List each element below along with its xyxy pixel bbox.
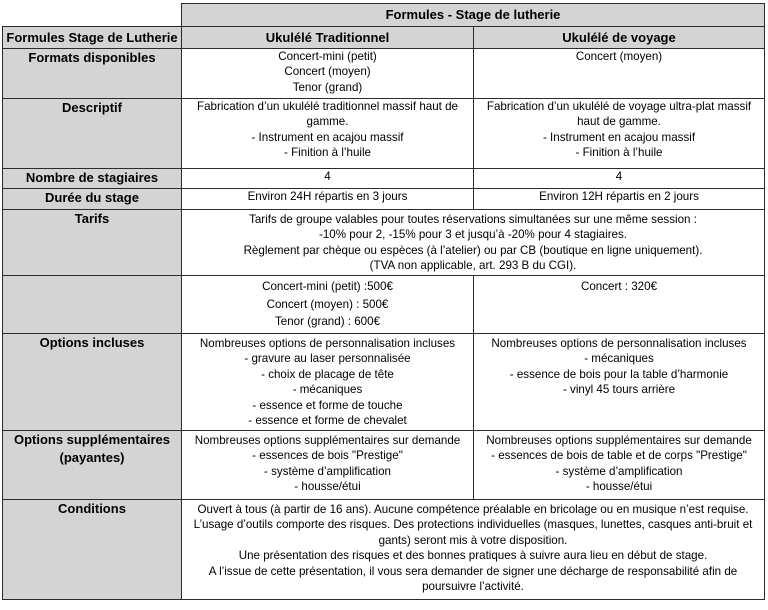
option-item: - essence et forme de chevalet [248,414,407,428]
row-label-prix-empty [3,276,182,334]
stagiaires-voyage: 4 [474,169,765,189]
option-item: - essences de bois "Prestige" [252,449,403,463]
option-item: Nombreuses options supplémentaires sur demande [194,434,461,447]
prix-item: Concert (moyen) : 500€ [266,297,389,311]
prix-voyage [474,276,765,334]
header-ukulele-traditionnel: Ukulélé Traditionnel [182,27,474,49]
conditions-text [182,500,765,600]
option-item: - housse/étui [294,480,361,494]
header-ukulele-voyage: Ukulélé de voyage [474,27,765,49]
format-item: Concert (moyen) [284,65,371,79]
prix-traditionnel [182,276,474,334]
conditions-line: A l’issue de cette présentation, il vous sera demander de signer une décharge de responsabilité afin de poursuivre l’activité. [208,564,738,594]
prix-item: Concert-mini (petit) :500€ [262,280,393,293]
option-item: - gravure au laser personnalisée [244,352,411,366]
duree-voyage: Environ 12H répartis en 2 jours [474,189,765,210]
descriptif-traditionnel [182,99,474,169]
option-item: - housse/étui [585,480,653,494]
conditions-line: Une présentation des risques et des bonnes pratiques à suivre aura lieu en début de stage. [238,549,708,563]
prix-item: Tenor (grand) : 600€ [274,315,381,328]
options-supplementaires-voyage [474,431,765,500]
row-label-stagiaires: Nombre de stagiaires [3,169,182,189]
table-title: Formules - Stage de lutherie [182,4,765,27]
option-item: - essence de bois pour la table d’harmonie [509,367,729,381]
row-label-options-supplementaires: Options supplémentaires (payantes) [3,431,182,500]
descriptif-item: - Finition à l’huile [575,146,663,160]
row-label-duree: Durée du stage [3,189,182,210]
option-item: - système d’amplification [264,464,391,478]
formats-voyage [474,49,765,99]
header-formules: Formules Stage de Lutherie [3,27,182,49]
descriptif-item: - Finition à l’huile [284,146,371,160]
format-item: Concert (moyen) [575,50,663,63]
row-label-options-incluses: Options incluses [3,334,182,431]
option-item: - mécaniques [584,352,654,366]
row-label-conditions: Conditions [3,500,182,600]
tarifs-text [182,210,765,276]
option-item: Nombreuses options de personnalisation incluses [199,337,456,350]
formats-traditionnel [182,49,474,99]
row-label-tarifs: Tarifs [3,210,182,276]
options-incluses-voyage [474,334,765,431]
prix-item: Concert : 320€ [580,280,658,293]
format-item: Concert-mini (petit) [278,50,377,63]
duree-traditionnel: Environ 24H répartis en 3 jours [182,189,474,210]
descriptif-item: - Instrument en acajou massif [542,130,696,144]
conditions-line: L’usage d’outils comporte des risques. Des protections individuelles (masques, lunettes, casques anti-bruit et gants) seront mis à votre disposition. [193,518,753,547]
option-item: - système d’amplification [555,464,683,478]
tarifs-line: Tarifs de groupe valables pour toutes réservations simultanées sur une même session : [249,213,697,226]
option-item: - mécaniques [292,383,363,397]
tarifs-line: Règlement par chèque ou espèces (à l’atelier) ou par CB (boutique en ligne uniquement). [243,243,703,257]
option-item: - essences de bois de table et de corps "Prestige" [491,449,747,463]
options-incluses-traditionnel [182,334,474,431]
row-label-formats: Formats disponibles [3,49,182,99]
descriptif-text: Fabrication d’un ukulélé de voyage ultra-plat massif haut de gamme. [486,100,752,129]
option-item: - choix de placage de tête [261,367,394,381]
tarifs-line: (TVA non applicable, art. 293 B du CGI). [369,259,577,273]
descriptif-item: - Instrument en acajou massif [251,130,404,144]
option-item: Nombreuses options de personnalisation incluses [491,337,747,350]
format-item: Tenor (grand) [292,80,363,94]
descriptif-voyage [474,99,765,169]
stagiaires-traditionnel: 4 [182,169,474,189]
descriptif-text: Fabrication d’un ukulélé traditionnel massif haut de gamme. [196,100,458,129]
conditions-line: Ouvert à tous (à partir de 16 ans). Aucune compétence préalable en bricolage ou en musique n’est requise. [197,503,749,516]
empty-corner-cell [3,4,182,27]
option-item: - vinyl 45 tours arrière [562,383,676,397]
tarifs-line: -10% pour 2, -15% pour 3 et jusqu’à -20% pour 4 stagiaires. [318,228,628,242]
options-supplementaires-traditionnel [182,431,474,500]
row-label-descriptif: Descriptif [3,99,182,169]
option-item: Nombreuses options supplémentaires sur demande [486,434,752,447]
formules-table [2,3,765,600]
option-item: - essence et forme de touche [252,398,403,412]
